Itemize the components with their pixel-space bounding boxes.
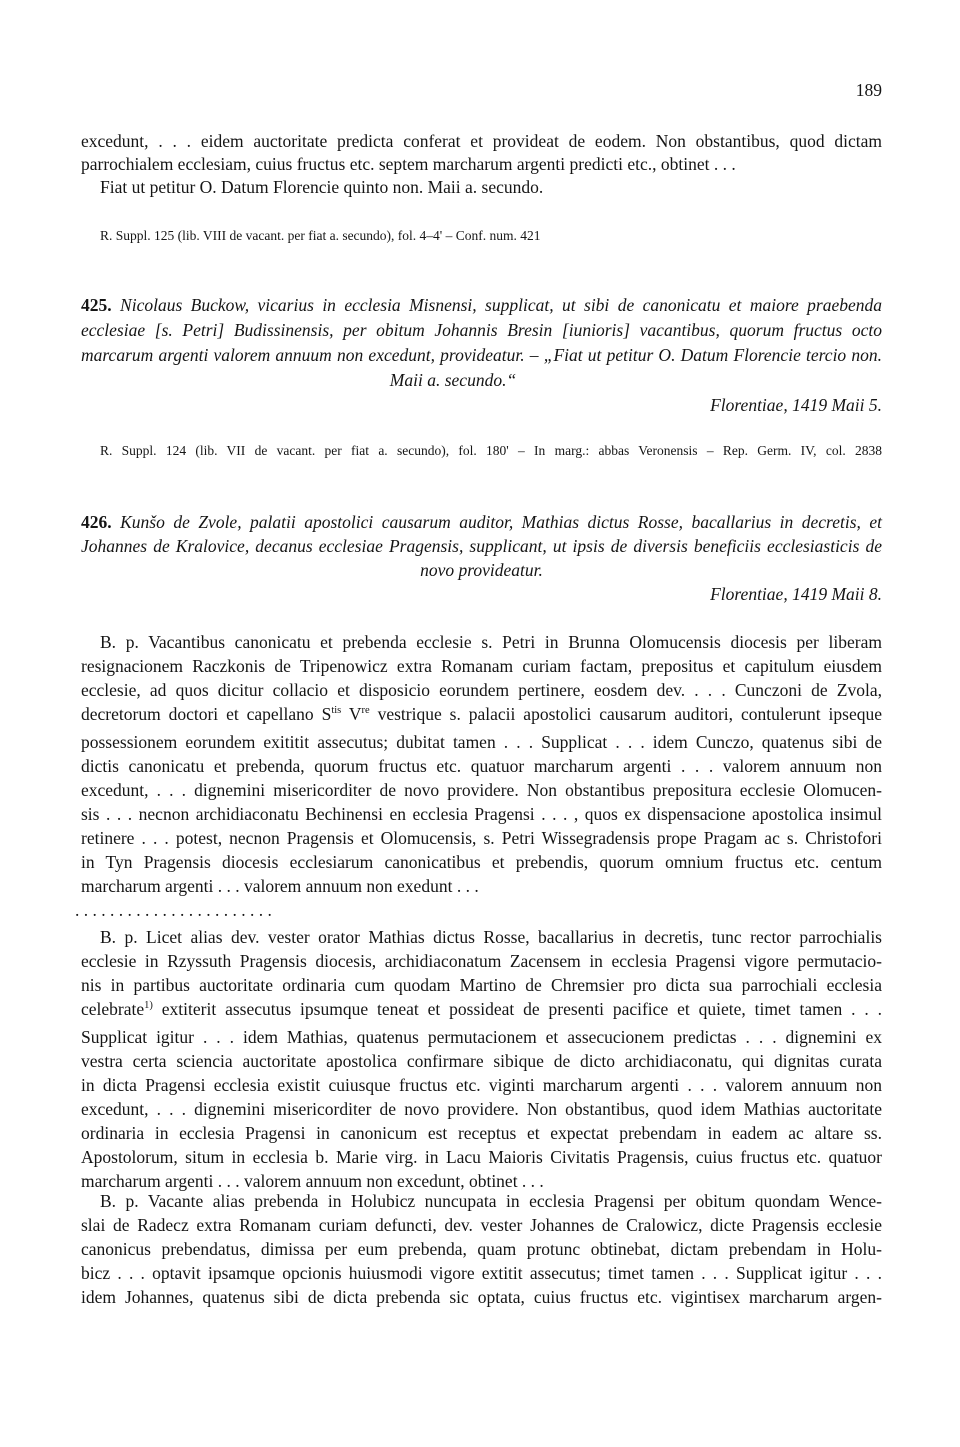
text-segment: decretorum doctori et capellano S xyxy=(81,704,332,724)
text-line: marcharum argenti . . . valorem annuum non exedunt . . . xyxy=(81,876,479,896)
text-line: in Tyn Pragensis diocesis ecclesiarum canonicatibus et prebendis, quorum omnium fructus etc. centum xyxy=(81,852,882,872)
text-line: B. p. Vacante alias prebenda in Holubicz nuncupata in ecclesia Pragensi per obitum quondam Wence- xyxy=(100,1191,882,1211)
page-number: 189 xyxy=(855,80,882,100)
omission-dots: . . . . . . . . . . . . . . . . . . . . . . . xyxy=(75,900,272,920)
text-line: retinere . . . potest, necnon Pragensis et Olomucensis, s. Petri Wissegradensis prope Pragam ac s. Christofori xyxy=(81,828,882,848)
text-line: marcharum argenti . . . valorem annuum non excedunt, obtinet . . . xyxy=(81,1171,544,1191)
text-segment: V xyxy=(341,704,362,724)
text-segment: celebrate xyxy=(81,999,145,1019)
entry-summary-text: Nicolaus Buckow, vicarius in ecclesia Misnensi, supplicat, ut sibi de canonicatu et maiore praebenda xyxy=(120,295,882,315)
text-line: nis in partibus auctoritate ordinaria cum quodam Martino de Chremsier pro dicta sua parrochiali ecclesia xyxy=(81,975,882,995)
text-line: excedunt, . . . dignemini misericorditer de novo providere. Non obstantibus prepositura ecclesie Olomucen- xyxy=(81,780,882,800)
entry-424-continuation xyxy=(81,130,882,199)
text-line: Johannes de Kralovice, decanus ecclesiae Pragensis, supplicant, ut ipsis de diversis beneficiis ecclesiasticis de xyxy=(81,536,882,556)
text-line: ecclesiae [s. Petri] Budissinensis, per obitum Johannis Bresin [iunioris] vacantibus, quorum fructus octo xyxy=(81,320,882,340)
text-line: in dicta Pragensi ecclesia existit cuiusque fructus etc. viginti marcharum argenti . . . valorem annuum non xyxy=(81,1075,882,1095)
source-note-text: R. Suppl. 124 (lib. VII de vacant. per fiat a. secundo), fol. 180' – In marg.: abbas Veronensis – Rep. Germ. IV, col. 2838 xyxy=(100,443,882,458)
text-line: B. p. Licet alias dev. vester orator Mathias dictus Rosse, bacallarius in decretis, tunc rector parrochialis xyxy=(100,927,882,947)
text-line: resignacionem Raczkonis de Tripenowicz extra Romanam curiam factam, prepositus et capitulum eiusdem xyxy=(81,656,882,676)
source-note xyxy=(100,442,882,460)
superscript: tis xyxy=(331,705,342,716)
text-line: ecclesie, ad quos dicitur collacio et disposicio eorundem pertinere, eosdem dev. . . . Cunczoni de Zvola, xyxy=(81,680,882,700)
text-line: Maii a. secundo.“ xyxy=(389,370,517,390)
text-line: excedunt, . . . eidem auctoritate predicta conferat et provideat de eodem. Non obstantibus, quod dictam xyxy=(81,131,882,151)
text-line: bicz . . . optavit ipsamque opcionis huiusmodi vigore extitit assecutus; timet tamen . . . Supplicat igitur . . . xyxy=(81,1263,882,1283)
text-line xyxy=(81,293,882,318)
text-line: B. p. Vacantibus canonicatu et prebenda ecclesie s. Petri in Brunna Olomucensis diocesis per liberam xyxy=(100,632,882,652)
text-line: novo provideatur. xyxy=(420,560,543,580)
text-line: sis . . . necnon archidiaconatu Bechinensi en ecclesia Pragensi . . . , quos ex dispensacione apostolica insimul xyxy=(81,804,882,824)
text-line: slai de Radecz extra Romanam curiam defuncti, dev. vester Johannes de Cralowicz, dicte Pragensis ecclesie xyxy=(81,1215,882,1235)
text-line: Supplicat igitur . . . idem Mathias, quatenus permutacionem et assecucionem predictas . . . dignemini ex xyxy=(81,1027,882,1047)
text-line: canonicus prebendatus, dimissa per eum prebenda, quam protunc obtinebat, dictam prebendam in Holu- xyxy=(81,1239,882,1259)
entry-date: Florentiae, 1419 Maii 8. xyxy=(710,584,882,604)
fiat-line: Fiat ut petitur O. Datum Florencie quinto non. Maii a. secundo. xyxy=(100,177,544,197)
entry-summary-text: Kunšo de Zvole, palatii apostolici causarum auditor, Mathias dictus Rosse, bacallarius in decretis, et xyxy=(120,512,882,532)
text-line: excedunt, . . . dignemini misericorditer de novo providere. Non obstantibus, quod idem Mathias auctoritate xyxy=(81,1099,882,1119)
entry-date: Florentiae, 1419 Maii 5. xyxy=(710,395,882,415)
entry-number: 426. xyxy=(81,512,112,532)
text-line xyxy=(81,997,882,1025)
text-line: parrochialem ecclesiam, cuius fructus etc. septem marcharum argenti predicti etc., obtinet . . . xyxy=(81,154,736,174)
source-note xyxy=(100,227,882,245)
paragraph xyxy=(81,925,882,1193)
text-line: dictis canonicatu et prebenda, quorum fructus etc. quatuor marcharum argenti . . . valorem annuum non xyxy=(81,756,882,776)
text-line: Apostolorum, situm in ecclesia b. Marie virg. in Lacu Maioris Civitatis Pragensis, cuius fructus etc. quatuor xyxy=(81,1147,882,1167)
entry-426-summary xyxy=(81,510,882,606)
text-line: ordinaria in ecclesia Pragensi in canonicum est receptus et expectat prebendam in eadem ac altare ss. xyxy=(81,1123,882,1143)
text-line: marcarum argenti valorem annuum non excedunt, provideatur. – „Fiat ut petitur O. Datum Florencie tercio non. xyxy=(81,345,882,365)
paragraph xyxy=(81,1189,882,1309)
source-note-text: R. Suppl. 125 (lib. VIII de vacant. per fiat a. secundo), fol. 4–4' – Conf. num. 421 xyxy=(100,228,541,243)
footnote-marker: 1) xyxy=(144,1000,153,1011)
text-line: possessionem eorundem exititit assecutus; dubitat tamen . . . Supplicat . . . idem Cunczo, quatenus sibi de xyxy=(81,732,882,752)
entry-425-summary xyxy=(81,293,882,418)
entry-number: 425. xyxy=(81,295,112,315)
text-segment: vestrique s. palacii apostolici causarum auditori, contulerunt ipseque xyxy=(369,704,883,724)
text-line: idem Johannes, quatenus sibi de dicta prebenda sic optata, cuius fructus etc. vigintisex marcharum argen- xyxy=(81,1287,882,1307)
text-line xyxy=(81,510,882,534)
text-segment: extiterit assecutus ipsumque teneat et possideat de presenti pacifice et quiete, timet tamen . . . xyxy=(152,999,882,1019)
paragraph xyxy=(81,630,882,898)
text-line: vestra certa sciencia auctoritate apostolica confirmare sibique de dicto archidiaconatu, qui dignitas curata xyxy=(81,1051,882,1071)
text-line xyxy=(81,702,882,730)
superscript: re xyxy=(361,705,370,716)
text-line: ecclesie in Rzyssuth Pragensis diocesis, archidiaconatum Zacensem in ecclesia Pragensi vigore permutacio- xyxy=(81,951,882,971)
